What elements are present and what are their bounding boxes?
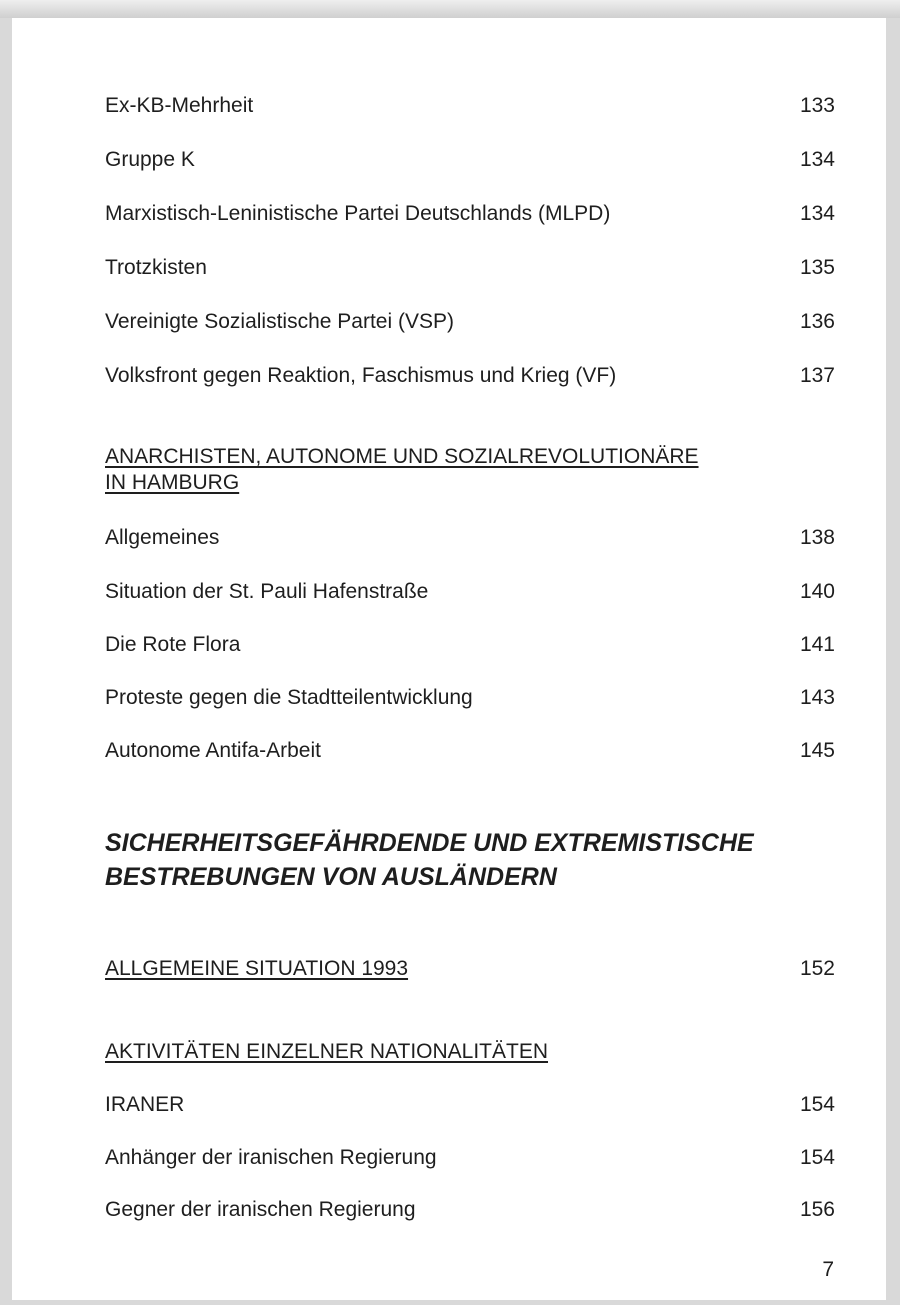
toc-entry-page: 137: [799, 364, 835, 387]
scan-top-edge: [0, 0, 900, 18]
toc-entry-page: 154: [799, 1093, 835, 1116]
toc-entry-page: 145: [799, 739, 835, 762]
chapter-heading: [105, 826, 825, 894]
page-number: 7: [822, 1258, 834, 1281]
toc-entry-page: 136: [799, 310, 835, 333]
toc-entry-title: Autonome Antifa-Arbeit: [105, 739, 321, 762]
toc-entry-page: 134: [799, 202, 835, 225]
toc-entry-page: 152: [799, 957, 835, 980]
toc-entry-title: Marxistisch-Leninistische Partei Deutschlands (MLPD): [105, 202, 611, 225]
toc-entry-title: Gegner der iranischen Regierung: [105, 1198, 416, 1221]
toc-entry-title: Anhänger der iranischen Regierung: [105, 1146, 437, 1169]
toc-entry-title: Gruppe K: [105, 148, 195, 171]
toc-entry-title: Situation der St. Pauli Hafenstraße: [105, 580, 429, 603]
toc-entry-title: Proteste gegen die Stadtteilentwicklung: [105, 686, 473, 709]
toc-entry-title: Allgemeines: [105, 526, 220, 549]
toc-entry-page: 154: [799, 1146, 835, 1169]
toc-entry-title: Die Rote Flora: [105, 633, 241, 656]
toc-entry-page: 140: [799, 580, 835, 603]
toc-entry-page: 141: [799, 633, 835, 656]
toc-entry-page: 134: [799, 148, 835, 171]
toc-entry-title: ALLGEMEINE SITUATION 1993: [105, 957, 409, 980]
toc-entry-title: Vereinigte Sozialistische Partei (VSP): [105, 310, 454, 333]
toc-entry-page: 135: [799, 256, 835, 279]
toc-entry-page: 156: [799, 1198, 835, 1221]
section-heading-anarchisten-line1: ANARCHISTEN, AUTONOME UND SOZIALREVOLUTIONÄRE: [105, 445, 699, 468]
toc-entry-title: Ex-KB-Mehrheit: [105, 94, 254, 117]
toc-entry-title: IRANER: [105, 1093, 185, 1116]
section-heading-anarchisten-line2: IN HAMBURG: [105, 471, 240, 494]
toc-entry-page: 133: [799, 94, 835, 117]
section-heading-nationalitaeten: AKTIVITÄTEN EINZELNER NATIONALITÄTEN: [105, 1040, 549, 1063]
document-page: [12, 18, 886, 1300]
toc-entry-title: Trotzkisten: [105, 256, 207, 279]
toc-entry-page: 138: [799, 526, 835, 549]
toc-entry-page: 143: [799, 686, 835, 709]
toc-entry-title: Volksfront gegen Reaktion, Faschismus und Krieg (VF): [105, 364, 617, 387]
chapter-heading-line1: SICHERHEITSGEFÄHRDENDE UND EXTREMISTISCHE: [105, 829, 754, 857]
chapter-heading-line2: BESTREBUNGEN VON AUSLÄNDERN: [105, 863, 557, 891]
